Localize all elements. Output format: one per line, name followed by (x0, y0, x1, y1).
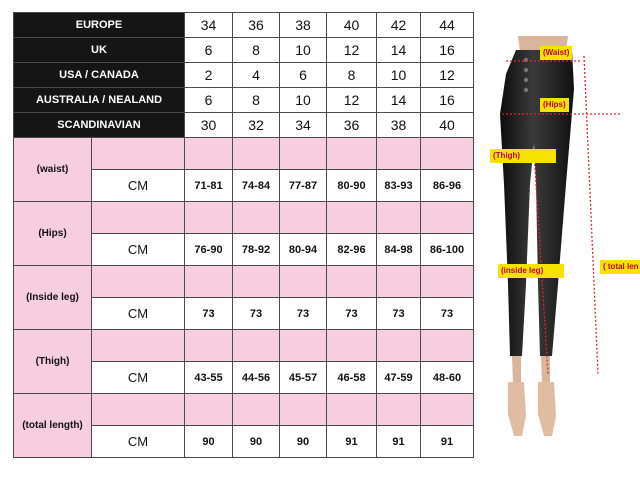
pink-cell (233, 394, 280, 426)
button (524, 78, 528, 82)
photo-label-thigh: (Thigh) (490, 149, 556, 163)
measure-label-thigh: (Thigh) (14, 330, 92, 394)
measure-label-waist: (waist) (14, 138, 92, 202)
size-value: 10 (280, 88, 327, 113)
pink-cell (92, 266, 185, 298)
size-value: 40 (327, 13, 377, 38)
size-value: 4 (233, 63, 280, 88)
measure-value: 82-96 (327, 234, 377, 266)
size-row-scandinavian (14, 113, 474, 138)
measure-value: 80-90 (327, 170, 377, 202)
pink-cell (377, 266, 421, 298)
size-value: 16 (421, 88, 474, 113)
pink-cell (327, 330, 377, 362)
right-shoe (538, 382, 556, 436)
measure-value: 90 (185, 426, 233, 458)
measure-value: 47-59 (377, 362, 421, 394)
size-value: 32 (233, 113, 280, 138)
size-value: 44 (421, 13, 474, 38)
pink-cell (421, 266, 474, 298)
size-value: 38 (280, 13, 327, 38)
size-value: 34 (185, 13, 233, 38)
size-value: 6 (280, 63, 327, 88)
pink-cell (377, 394, 421, 426)
pink-cell (280, 202, 327, 234)
measure-value: 73 (377, 298, 421, 330)
measure-value: 91 (377, 426, 421, 458)
region-label-scandinavian: SCANDINAVIAN (14, 113, 185, 138)
size-row-uk (14, 38, 474, 63)
pink-cell (327, 394, 377, 426)
measure-value: 73 (327, 298, 377, 330)
left-ankle (512, 356, 521, 384)
size-value: 30 (185, 113, 233, 138)
measure-value: 73 (421, 298, 474, 330)
measure-row-inside-leg-top (14, 266, 474, 298)
size-value: 14 (377, 38, 421, 63)
size-value: 8 (327, 63, 377, 88)
pink-cell (280, 138, 327, 170)
pink-cell (233, 266, 280, 298)
size-value: 40 (421, 113, 474, 138)
pink-cell (280, 266, 327, 298)
size-value: 14 (377, 88, 421, 113)
measure-label-hips: (Hips) (14, 202, 92, 266)
pink-cell (327, 138, 377, 170)
region-label-australia: AUSTRALIA / NEALAND (14, 88, 185, 113)
measure-value: 48-60 (421, 362, 474, 394)
measure-label-inside-leg: (Inside leg) (14, 266, 92, 330)
size-value: 38 (377, 113, 421, 138)
measure-value: 86-96 (421, 170, 474, 202)
measure-value: 86-100 (421, 234, 474, 266)
pink-cell (92, 394, 185, 426)
pants-shape (500, 50, 574, 356)
pink-cell (185, 202, 233, 234)
size-value: 6 (185, 88, 233, 113)
pink-cell (233, 138, 280, 170)
unit-label: CM (92, 426, 185, 458)
left-shoe (508, 382, 526, 436)
pink-cell (280, 330, 327, 362)
right-ankle (541, 356, 550, 384)
measure-value: 74-84 (233, 170, 280, 202)
size-value: 2 (185, 63, 233, 88)
pink-cell (421, 202, 474, 234)
measure-row-hips-top (14, 202, 474, 234)
pink-cell (280, 394, 327, 426)
total-length-line (584, 56, 598, 374)
measure-row-total-length-top (14, 394, 474, 426)
measure-value: 46-58 (327, 362, 377, 394)
size-value: 6 (185, 38, 233, 63)
unit-label: CM (92, 298, 185, 330)
region-label-uk: UK (14, 38, 185, 63)
pink-cell (421, 138, 474, 170)
measure-value: 84-98 (377, 234, 421, 266)
unit-label: CM (92, 362, 185, 394)
measure-value: 78-92 (233, 234, 280, 266)
size-value: 10 (280, 38, 327, 63)
pink-cell (92, 202, 185, 234)
size-value: 34 (280, 113, 327, 138)
button (524, 88, 528, 92)
pink-cell (377, 330, 421, 362)
pink-cell (92, 330, 185, 362)
pink-cell (185, 138, 233, 170)
size-value: 8 (233, 38, 280, 63)
pink-cell (377, 138, 421, 170)
measure-row-waist-top (14, 138, 474, 170)
measure-value: 73 (233, 298, 280, 330)
unit-label: CM (92, 234, 185, 266)
size-value: 12 (327, 38, 377, 63)
unit-label: CM (92, 170, 185, 202)
size-value: 10 (377, 63, 421, 88)
pink-cell (185, 266, 233, 298)
pink-cell (233, 330, 280, 362)
measure-value: 77-87 (280, 170, 327, 202)
region-label-usa-canada: USA / CANADA (14, 63, 185, 88)
measure-row-thigh-top (14, 330, 474, 362)
measure-value: 43-55 (185, 362, 233, 394)
pink-cell (421, 394, 474, 426)
measure-label-total-length: (total length) (14, 394, 92, 458)
photo-label-inside-leg: (inside leg) (498, 264, 564, 278)
measure-value: 73 (185, 298, 233, 330)
pink-cell (185, 330, 233, 362)
size-value: 16 (421, 38, 474, 63)
size-value: 36 (233, 13, 280, 38)
pink-cell (185, 394, 233, 426)
size-row-usa-canada (14, 63, 474, 88)
photo-label-waist: (Waist) (540, 46, 572, 60)
measure-value: 90 (233, 426, 280, 458)
measure-value: 71-81 (185, 170, 233, 202)
measure-value: 76-90 (185, 234, 233, 266)
measure-value: 73 (280, 298, 327, 330)
measure-value: 80-94 (280, 234, 327, 266)
pink-cell (233, 202, 280, 234)
size-value: 12 (421, 63, 474, 88)
size-row-australia (14, 88, 474, 113)
size-value: 42 (377, 13, 421, 38)
size-chart-table (13, 12, 474, 458)
photo-label-total-length: ( total len (600, 260, 640, 274)
measure-value: 91 (421, 426, 474, 458)
region-label-europe: EUROPE (14, 13, 185, 38)
size-row-europe (14, 13, 474, 38)
pink-cell (327, 202, 377, 234)
size-value: 12 (327, 88, 377, 113)
pink-cell (377, 202, 421, 234)
product-photo-pants (488, 34, 640, 474)
pink-cell (421, 330, 474, 362)
measure-value: 83-93 (377, 170, 421, 202)
measure-value: 91 (327, 426, 377, 458)
size-value: 36 (327, 113, 377, 138)
pink-cell (327, 266, 377, 298)
measure-value: 90 (280, 426, 327, 458)
photo-label-hips: (Hips) (540, 98, 569, 112)
size-value: 8 (233, 88, 280, 113)
measure-value: 45-57 (280, 362, 327, 394)
measure-value: 44-56 (233, 362, 280, 394)
button (524, 68, 528, 72)
pink-cell (92, 138, 185, 170)
